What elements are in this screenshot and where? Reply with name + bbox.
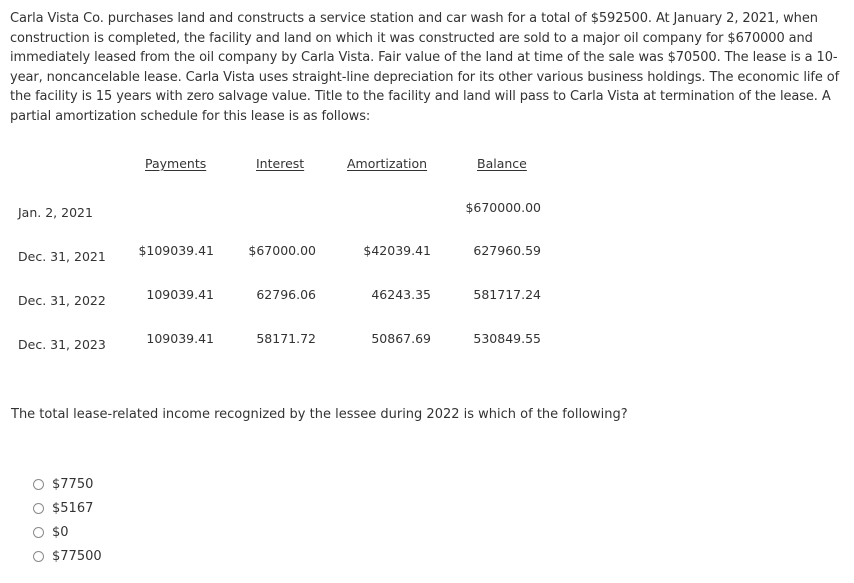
answer-option[interactable] bbox=[33, 547, 102, 565]
row-date: Dec. 31, 2022 bbox=[18, 293, 106, 308]
row-balance: 581717.24 bbox=[473, 287, 541, 302]
row-payments: 109039.41 bbox=[146, 331, 214, 346]
row-amortization: $42039.41 bbox=[363, 243, 431, 258]
answer-option[interactable] bbox=[33, 499, 93, 517]
row-date: Dec. 31, 2023 bbox=[18, 337, 106, 352]
answer-option-label: $77500 bbox=[52, 548, 102, 564]
row-interest: $67000.00 bbox=[248, 243, 316, 258]
row-amortization: 50867.69 bbox=[371, 331, 431, 346]
row-balance: $670000.00 bbox=[465, 200, 541, 215]
row-balance: 530849.55 bbox=[473, 331, 541, 346]
header-interest: Interest bbox=[256, 156, 305, 171]
row-balance: 627960.59 bbox=[473, 243, 541, 258]
answer-option-label: $7750 bbox=[52, 476, 94, 492]
question-text: The total lease-related income recognized by the lessee during 2022 is which of the following? bbox=[11, 407, 628, 422]
answer-option-label: $5167 bbox=[52, 500, 94, 516]
radio-button-icon[interactable] bbox=[33, 551, 44, 562]
radio-button-icon[interactable] bbox=[33, 503, 44, 514]
answer-option-label: $0 bbox=[52, 524, 69, 540]
row-payments: 109039.41 bbox=[146, 287, 214, 302]
answer-option[interactable] bbox=[33, 523, 69, 541]
header-payments: Payments bbox=[145, 156, 207, 171]
problem-intro: Carla Vista Co. purchases land and constructs a service station and car wash for a total of $592500. At January 2, 2021, when construction is completed, the facility and land on which it was constructed are sold to a major oil company for $670000 and immediately leased from the oil company by Carla Vista. Fair value of the land at time of the sale was $70500. The lease is a 10-year, noncancelable lease. Carla Vista uses straight-line depreciation for its other various business holdings. The economic life of the facility is 15 years with zero salvage value. Title to the facility and land will pass to Carla Vista at termination of the lease. A partial amortization schedule for this lease is as follows: bbox=[10, 11, 840, 124]
header-amortization: Amortization bbox=[347, 156, 428, 171]
row-date: Jan. 2, 2021 bbox=[18, 205, 93, 220]
radio-button-icon[interactable] bbox=[33, 527, 44, 538]
radio-button-icon[interactable] bbox=[33, 479, 44, 490]
answer-option[interactable] bbox=[33, 475, 93, 493]
header-balance: Balance bbox=[477, 156, 527, 171]
row-date: Dec. 31, 2021 bbox=[18, 249, 106, 264]
row-interest: 58171.72 bbox=[256, 331, 316, 346]
row-amortization: 46243.35 bbox=[371, 287, 431, 302]
row-interest: 62796.06 bbox=[256, 287, 316, 302]
row-payments: $109039.41 bbox=[138, 243, 214, 258]
